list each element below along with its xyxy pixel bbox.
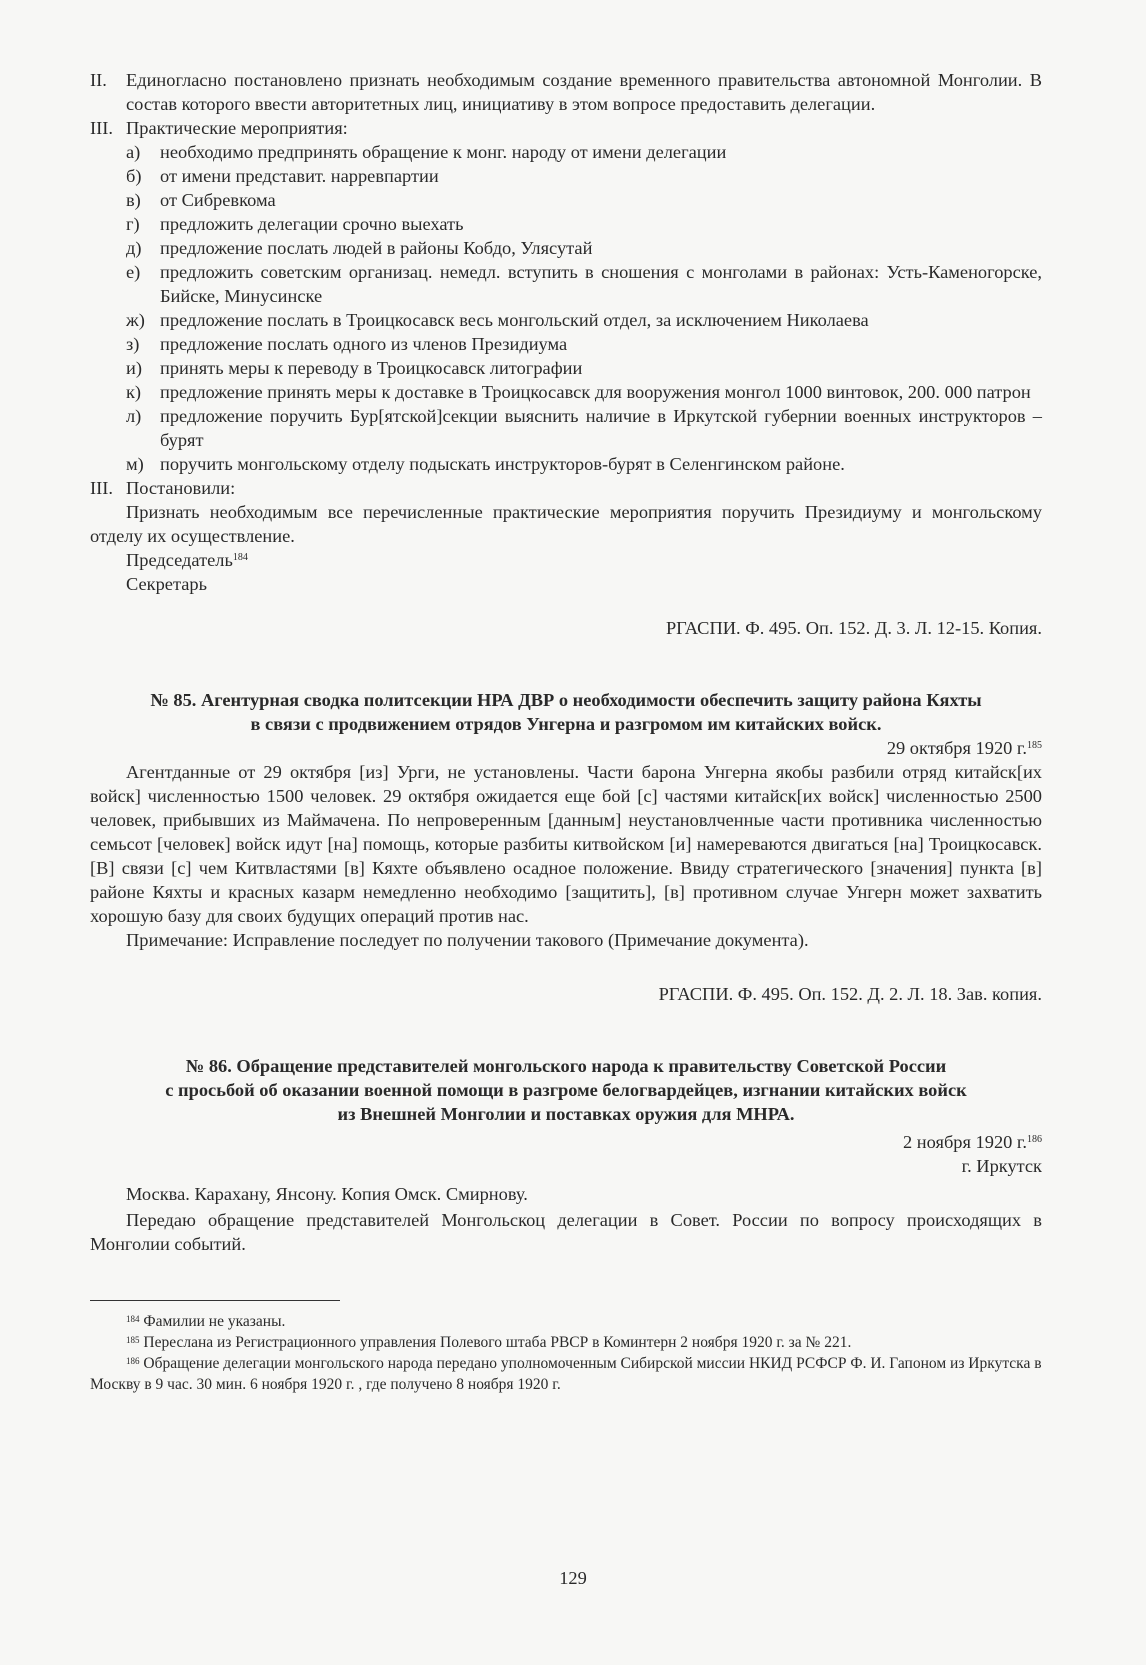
item-letter: в) (126, 190, 141, 210)
item-text: предложение принять меры к доставке в Троицкосавск для вооружения монгол 1000 винтовок, 200. 000 патрон (160, 382, 1031, 402)
footnote-ref: 186 (1027, 1134, 1042, 1145)
item-letter: е) (126, 262, 141, 282)
page-number: 129 (559, 1568, 587, 1588)
item-text: от Сибревкома (160, 190, 276, 210)
item-text: предложение послать одного из членов Президиума (160, 334, 568, 354)
list-item (90, 452, 1042, 476)
section-number: II. (90, 70, 107, 90)
item-letter: м) (126, 454, 144, 474)
section-three (90, 116, 1042, 140)
list-item (90, 212, 1042, 236)
list-item (90, 164, 1042, 188)
section-two (90, 68, 1042, 116)
doc-86-title (90, 1054, 1042, 1126)
footnote-ref: 184 (232, 552, 248, 563)
title-line: № 85. Агентурная сводка политсекции НРА ДВР о необходимости обеспечить защиту района Кяхты (150, 690, 982, 710)
item-text: принять меры к переводу в Троицкосавск литографии (160, 358, 583, 378)
chairman-label: Председатель (126, 550, 233, 570)
section-text: Постановили: (126, 478, 236, 498)
list-item (90, 332, 1042, 356)
item-letter: ж) (126, 310, 145, 330)
list-item (90, 308, 1042, 332)
footnote-number: 185 (126, 1335, 140, 1345)
date-text: 29 октября 1920 г. (886, 738, 1027, 758)
list-item (90, 140, 1042, 164)
doc-86-place: г. Иркутск (961, 1156, 1042, 1176)
footnote-text: Переслана из Регистрационного управления Полевого штаба РВСР в Коминтерн 2 ноября 1920 г. за № 221. (143, 1334, 852, 1351)
item-letter: и) (126, 358, 142, 378)
list-item (90, 188, 1042, 212)
chairman-signature (90, 548, 1042, 572)
item-text: предложение послать людей в районы Кобдо, Улясутай (160, 238, 593, 258)
footnote-text: Обращение делегации монгольского народа передано уполномоченным Сибирской миссии НКИД РСФСР Ф. И. Гапоном из Иркутска в Москву в 9 час. 30 мин. 6 ноября 1920 г. , где получено 8 ноября 1920 г. (90, 1355, 1042, 1393)
title-line: № 86. Обращение представителей монгольского народа к правительству Советской России (185, 1056, 947, 1076)
title-line: в связи с продвижением отрядов Унгерна и разгромом им китайских войск. (250, 714, 882, 734)
doc-86-body: Передаю обращение представителей Монгольскоц делегации в Совет. России по вопросу происходящих в Монголии событий. (90, 1210, 1042, 1254)
item-text: необходимо предпринять обращение к монг. народу от имени делегации (160, 142, 727, 162)
footnote (90, 1311, 1042, 1332)
resolution-text: Признать необходимым все перечисленные практические мероприятия поручить Президиуму и монгольскому отделу их осуществление. (90, 502, 1042, 546)
doc-86-date (90, 1130, 1042, 1154)
list-item (90, 356, 1042, 380)
date-text: 2 ноября 1920 г. (903, 1132, 1027, 1152)
doc-85-body: Агентданные от 29 октября [из] Урги, не установлены. Части барона Унгерна якобы разбили отряд китайск[их войск] численностью 1500 человек. 29 октября ожидается еще бой [с] частями китайск[их войск] численностью 2500 человек, прибывших из Маймачена. По непроверенным [данным] неустановлченные части противника численностью семьсот [человек] войск идут [на] помощь, которые разбиты китвойском [и] намереваются двигаться [на] Троицкосавск. [В] связи [с] чем Китвластями [в] Кяхте объявлено осадное положение. Ввиду стратегического [значения] пункта [в] районе Кяхты и красных казарм немедленно необходимо [защитить], [в] противном случае Унгерн может захватить хорошую базу для своих будущих операций против нас. (90, 762, 1042, 926)
secretary-signature: Секретарь (126, 574, 207, 594)
item-text: предложить делегации срочно выехать (160, 214, 464, 234)
item-letter: а) (126, 142, 141, 162)
item-text: от имени представит. нарревпартии (160, 166, 439, 186)
archive-source: РГАСПИ. Ф. 495. Оп. 152. Д. 3. Л. 12-15. Копия. (665, 618, 1042, 638)
item-letter: б) (126, 166, 142, 186)
section-text: Единогласно постановлено признать необходимым создание временного правительства автономной Монголии. В состав которого ввести авторитетных лиц, инициативу в этом вопросе предоставить делегации. (126, 70, 1042, 114)
item-letter: к) (126, 382, 142, 402)
footnote-number: 184 (126, 1314, 140, 1324)
footnote-number: 186 (126, 1356, 140, 1366)
title-line: из Внешней Монголии и поставках оружия для МНРА. (337, 1104, 795, 1124)
item-text: поручить монгольскому отделу подыскать инструкторов-бурят в Селенгинском районе. (160, 454, 845, 474)
measures-list (90, 140, 1042, 476)
document-page (90, 68, 1042, 1395)
footnote (90, 1353, 1042, 1395)
list-item (90, 236, 1042, 260)
item-text: предложение поручить Бур[ятской]секции выяснить наличие в Иркутской губернии военных инструкторов – бурят (160, 406, 1042, 450)
footnote-divider (90, 1300, 340, 1301)
item-letter: г) (126, 214, 140, 234)
list-item (90, 260, 1042, 308)
item-letter: з) (126, 334, 140, 354)
section-number: III. (90, 478, 113, 498)
section-resolved (90, 476, 1042, 500)
item-letter: л) (126, 406, 142, 426)
title-line: с просьбой об оказании военной помощи в разгроме белогвардейцев, изгнании китайских войск (165, 1080, 967, 1100)
footnotes (90, 1311, 1042, 1395)
section-number: III. (90, 118, 113, 138)
archive-source: РГАСПИ. Ф. 495. Оп. 152. Д. 2. Л. 18. Зав. копия. (658, 984, 1042, 1004)
doc-85-note: Примечание: Исправление последует по получении такового (Примечание документа). (126, 930, 809, 950)
list-item (90, 404, 1042, 452)
item-text: предложение послать в Троицкосавск весь монгольский отдел, за исключением Николаева (160, 310, 869, 330)
doc-85-date (90, 736, 1042, 760)
doc-85-title (90, 688, 1042, 736)
footnote (90, 1332, 1042, 1353)
list-item (90, 380, 1042, 404)
footnote-ref: 185 (1027, 740, 1042, 751)
item-letter: д) (126, 238, 142, 258)
doc-86-address: Москва. Карахану, Янсону. Копия Омск. Смирнову. (126, 1184, 528, 1204)
section-text: Практические мероприятия: (126, 118, 348, 138)
footnote-text: Фамилии не указаны. (143, 1313, 286, 1330)
item-text: предложить советским организац. немедл. вступить в сношения с монголами в районах: Усть-Каменогорске, Бийске, Минусинске (160, 262, 1042, 306)
